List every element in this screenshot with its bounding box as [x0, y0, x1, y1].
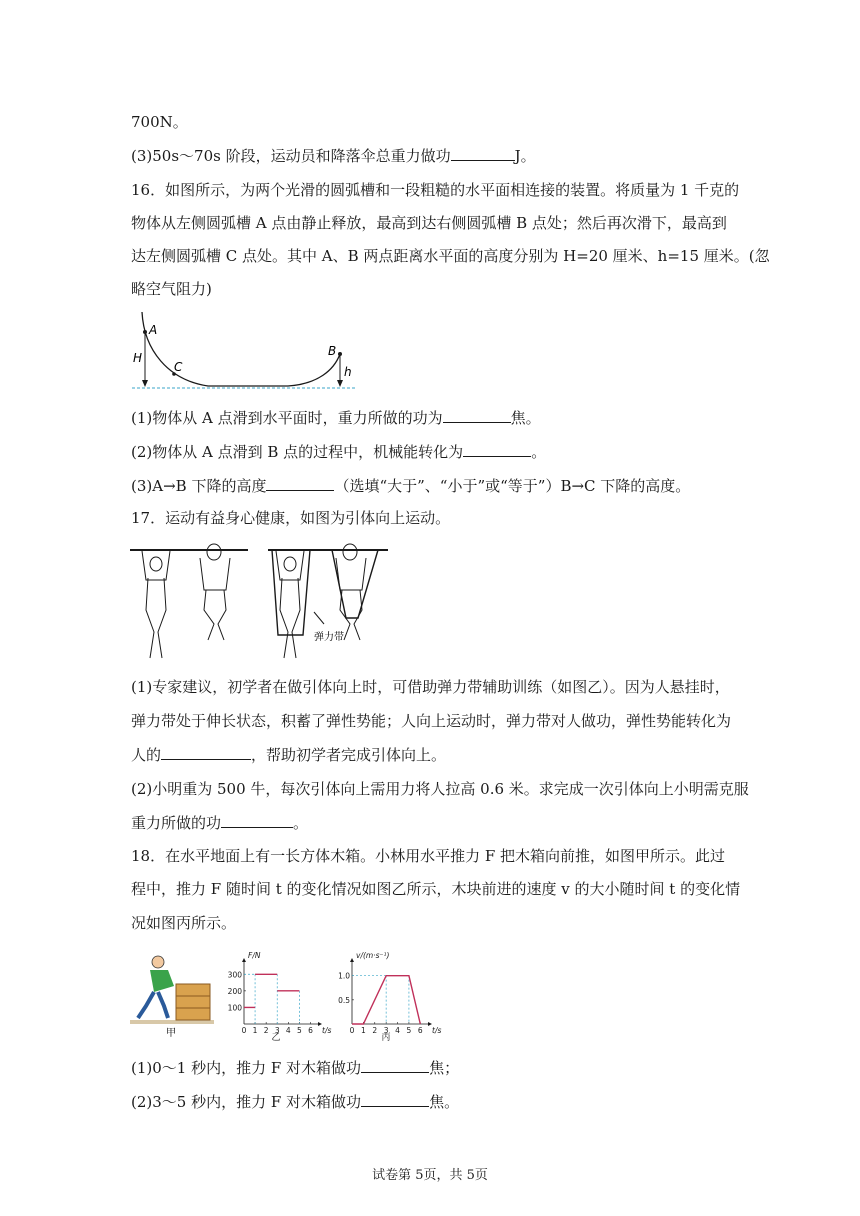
q17-sub2-line1: (2)小明重为 500 牛，每次引体向上需用力将人拉高 0.6 米。求完成一次引体向上小明需克服 [131, 780, 749, 798]
text-line: 700N。 [131, 113, 188, 131]
answer-blank[interactable] [361, 1057, 429, 1073]
q18-line2: 程中，推力 F 随时间 t 的变化情况如图乙所示，木块前进的速度 v 的大小随时间 t 的变化情 [131, 880, 741, 898]
q18-line3: 况如图丙所示。 [131, 914, 237, 932]
answer-blank[interactable] [266, 475, 334, 491]
answer-blank[interactable] [463, 441, 531, 457]
x-tick-label: 6 [417, 1026, 423, 1035]
q16-line3: 达左侧圆弧槽 C 点处。其中 A、B 两点距离水平面的高度分别为 H=20 厘米、h=15 厘米。(忽 [131, 247, 770, 265]
x-tick-label: 0 [349, 1026, 355, 1035]
x-tick-label: 4 [285, 1026, 291, 1035]
q16-line4: 略空气阻力) [131, 280, 212, 298]
x-tick-label: 3 [274, 1026, 280, 1035]
y-tick-label: 200 [227, 986, 242, 996]
label-c: C [174, 360, 183, 374]
q16-line1: 16．如图所示，为两个光滑的圆弧槽和一段粗糙的水平面相连接的装置。将质量为 1 千克的 [131, 181, 740, 199]
q17-sub1-line1: (1)专家建议，初学者在做引体向上时，可借助弹力带辅助训练（如图乙）。因为人悬挂时， [131, 678, 730, 696]
answer-blank[interactable] [443, 407, 511, 423]
x-axis-label: t/s [432, 1026, 442, 1035]
q17-sub1-line3: 人的 ，帮助初学者完成引体向上。 [131, 746, 447, 764]
label-b: B [328, 344, 337, 358]
velocity-time-chart [330, 950, 442, 1043]
x-tick-label: 1 [360, 1026, 366, 1035]
q17-sub2-line2: 重力所做的功 。 [131, 814, 309, 832]
caption-bing: 丙 [381, 1033, 391, 1043]
label-a: A [149, 323, 158, 337]
y-tick-label: 100 [227, 1003, 242, 1013]
x-tick-label: 5 [406, 1026, 412, 1035]
x-tick-label: 2 [372, 1026, 378, 1035]
x-tick-label: 1 [252, 1026, 258, 1035]
y-axis-label: v/(m·s⁻¹) [356, 951, 390, 960]
label-h-small: h [344, 365, 352, 379]
pullup-figure [128, 540, 390, 664]
x-tick-label: 6 [308, 1026, 313, 1035]
push-figure [128, 950, 216, 1040]
x-tick-label: 0 [241, 1026, 247, 1035]
y-tick-label: 1.0 [338, 971, 350, 981]
page-footer: 试卷第 5页，共 5页 [372, 1168, 488, 1183]
y-axis-arrow [350, 958, 354, 962]
y-tick-label: 300 [227, 970, 242, 980]
q16-sub3: (3)A→B 下降的高度 （选填“大于”、“小于”或“等于”）B→C 下降的高度。 [131, 477, 691, 495]
x-tick-label: 4 [395, 1026, 400, 1035]
q18-sub1: (1)0～1 秒内，推力 F 对木箱做功 焦； [131, 1059, 460, 1077]
answer-blank[interactable] [361, 1091, 429, 1107]
q16-sub2: (2)物体从 A 点滑到 B 点的过程中，机械能转化为 。 [131, 443, 547, 461]
answer-blank[interactable] [221, 812, 293, 828]
q17-stem: 17．运动有益身心健康，如图为引体向上运动。 [131, 509, 451, 527]
caption-jia: 甲 [166, 1028, 176, 1039]
x-tick-label: 3 [383, 1026, 389, 1035]
q17-sub1-line2: 弹力带处于伸长状态，积蓄了弹性势能；人向上运动时，弹力带对人做功，弹性势能转化为 [131, 712, 732, 730]
q18-sub2: (2)3～5 秒内，推力 F 对木箱做功 焦。 [131, 1093, 460, 1111]
answer-blank[interactable] [161, 744, 251, 760]
q18-line1: 18．在水平地面上有一长方体木箱。小林用水平推力 F 把木箱向前推，如图甲所示。此过 [131, 847, 726, 865]
y-axis-label: F/N [248, 951, 261, 960]
arc-track-figure [128, 310, 360, 392]
band-label: 弹力带 [314, 632, 344, 643]
caption-yi: 乙 [271, 1033, 281, 1043]
label-h-big: H [133, 351, 143, 365]
q16-line2: 物体从左侧圆弧槽 A 点由静止释放，最高到达右侧圆弧槽 B 点处；然后再次滑下，最高到 [131, 214, 727, 232]
x-tick-label: 2 [263, 1026, 269, 1035]
y-tick-label: 0.5 [338, 995, 350, 1005]
x-axis-label: t/s [322, 1026, 332, 1035]
q16-sub1: (1)物体从 A 点滑到水平面时，重力所做的功为 焦。 [131, 409, 541, 427]
x-tick-label: 5 [296, 1026, 302, 1035]
y-axis-arrow [242, 958, 246, 962]
force-time-chart [227, 950, 332, 1043]
answer-blank[interactable] [451, 145, 515, 161]
q15-sub3: (3)50s～70s 阶段，运动员和降落伞总重力做功 J。 [131, 147, 536, 165]
